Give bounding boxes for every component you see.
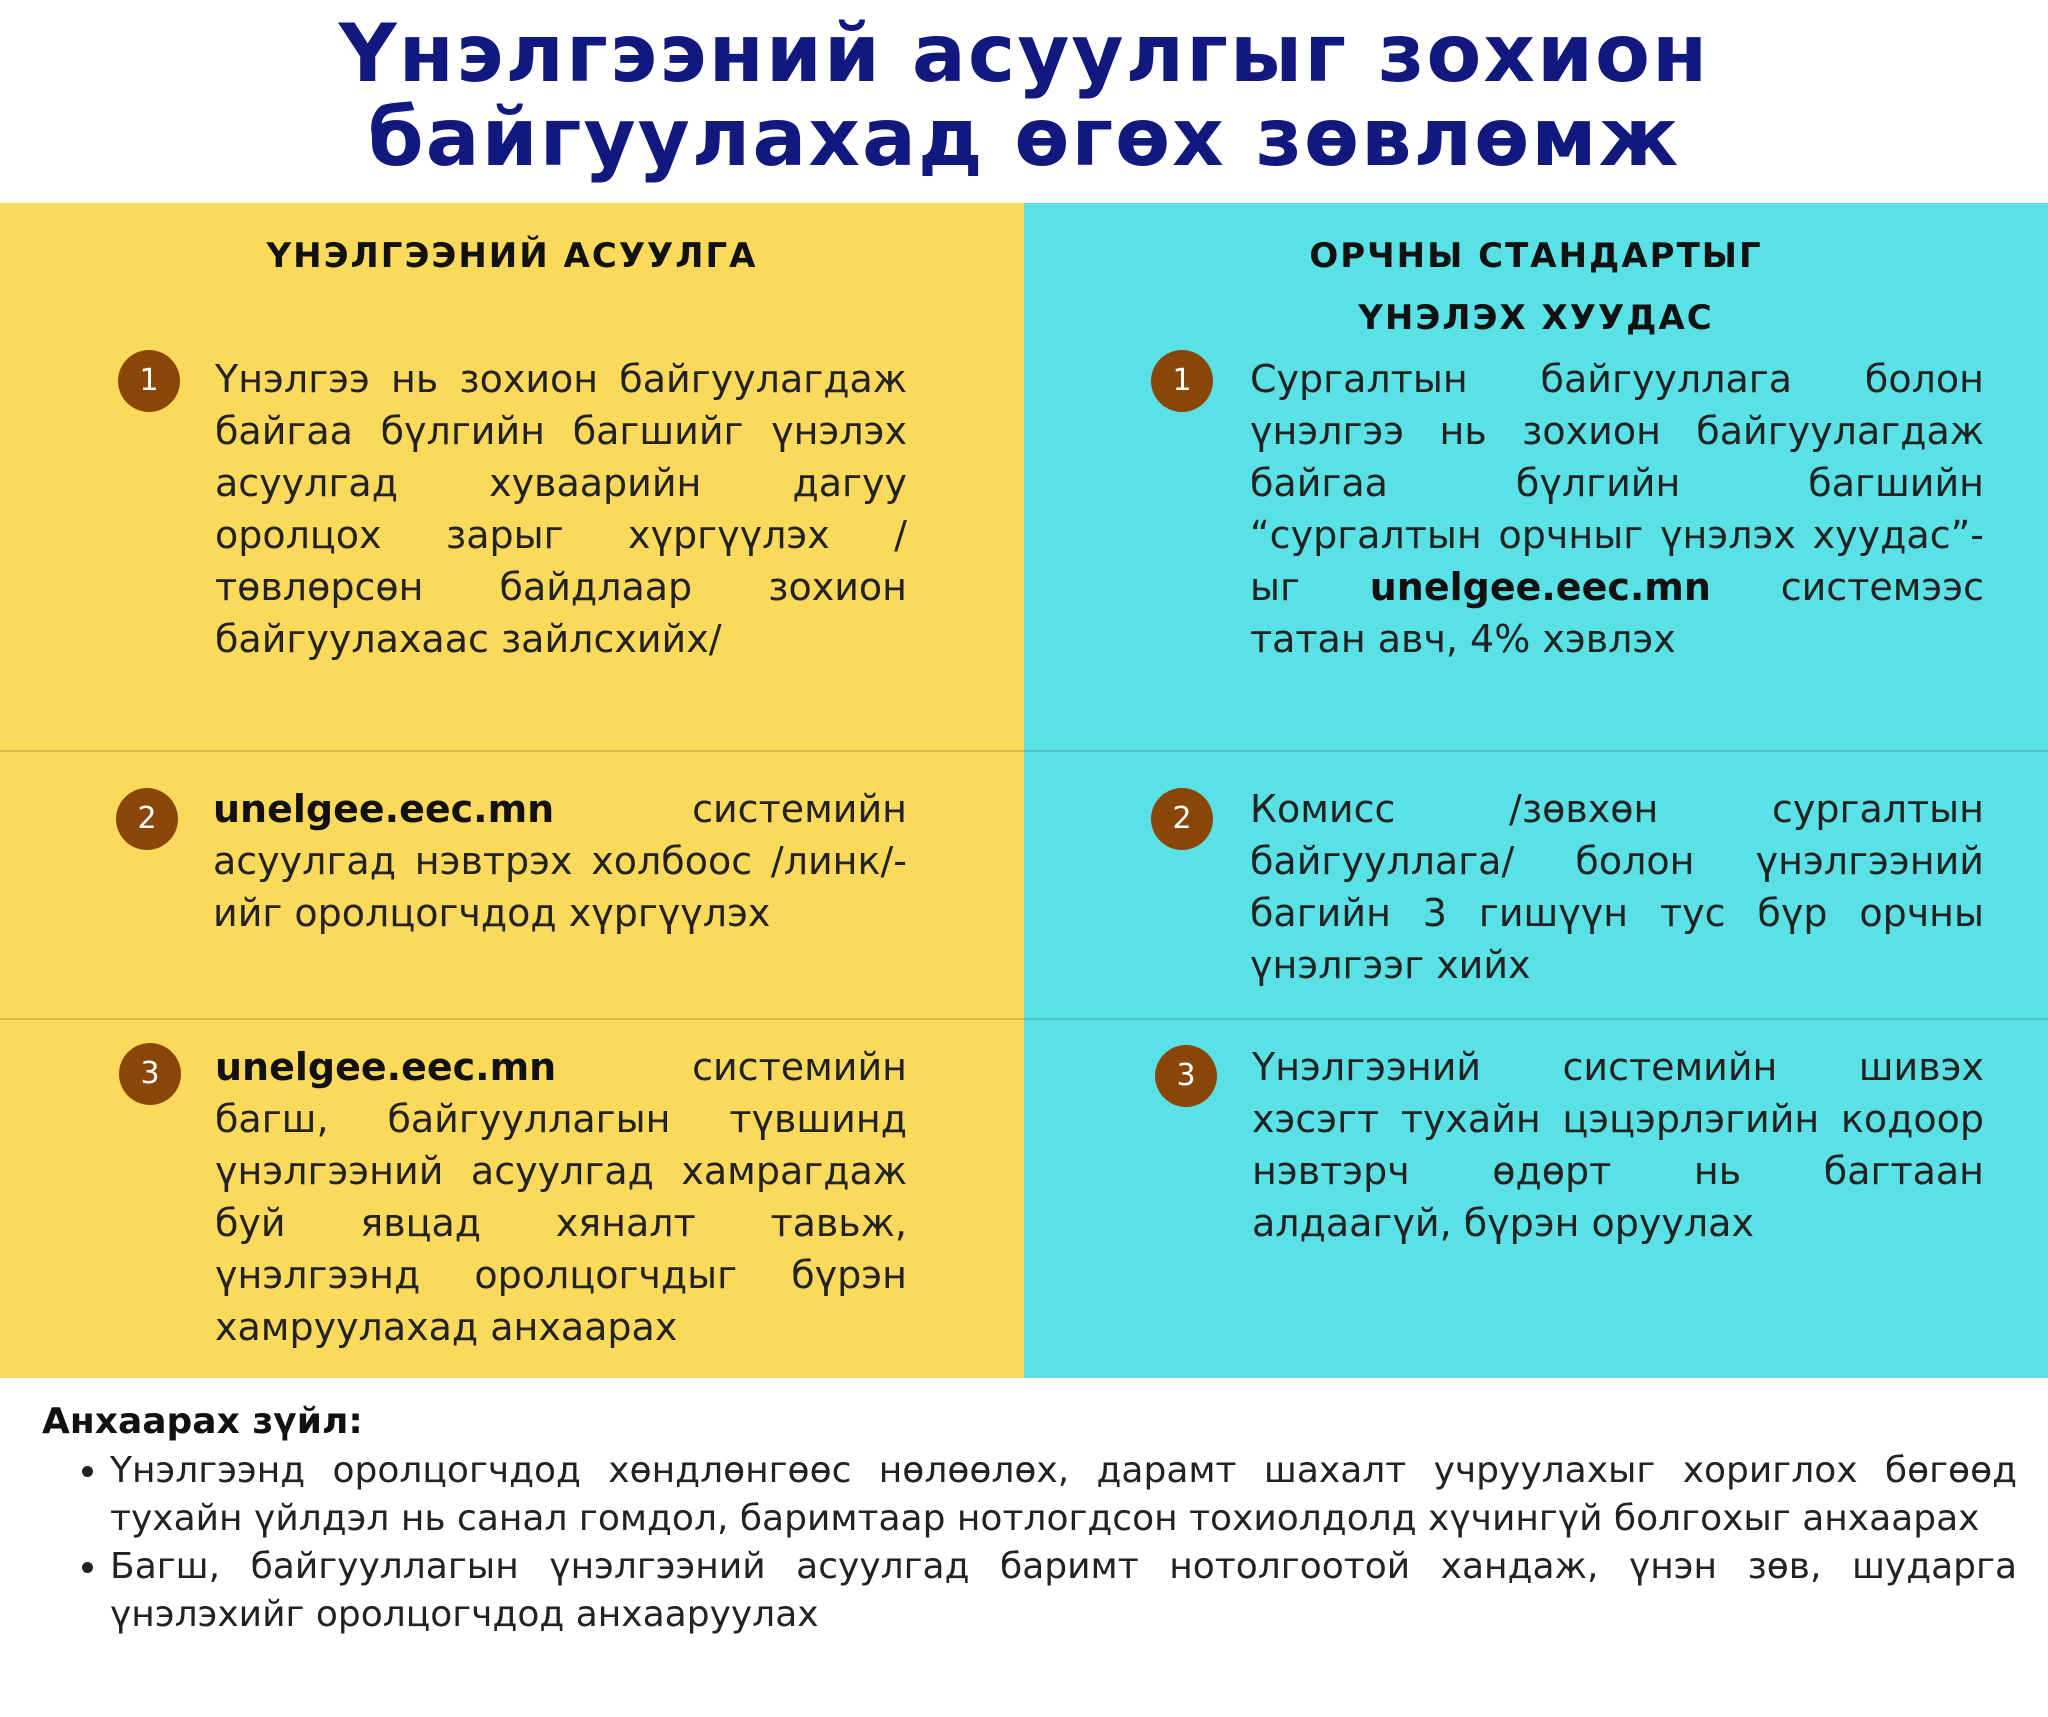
number-badge: 2 [116,788,178,850]
right-column-heading-line-2: ҮНЭЛЭХ ХУУДАС [1358,298,1714,338]
note-section [42,1397,2017,1639]
note-bullet-1: • Үнэлгээнд оролцогчдод хөндлөнгөөс нөлөөлөх, дарамт шахалт учруулахыг хориглох бөгөөд тухайн үйлдэл нь санал гомдол, баримтаар нотлогдсон тохиолдолд хүчингүй болгохыг анхаарах [110,1447,2017,1543]
page-title [0,7,2048,184]
note-bullet-2: • Багш, байгууллагын үнэлгээний асуулгад баримт нотолгоотой хандаж, үнэн зөв, шударга үнэлэхийг оролцогчдод анхааруулах [110,1543,2017,1639]
number-badge: 1 [118,350,180,412]
note-list [42,1447,2017,1639]
number-badge: 3 [119,1043,181,1105]
system-link: unelgee.eec.mn [1369,565,1711,609]
right-item-1-text: Сургалтын байгууллага болон үнэлгээ нь зохион байгуулагдаж байгаа бүлгийн багшийн “сургалтын орчныг үнэлэх хуудас”-ыг unelgee.eec.mn системээс татан авч, 4% хэвлэх [1250,357,1984,661]
left-divider-1 [0,750,1024,752]
left-item-2-text: unelgee.eec.mn системийн асуулгад нэвтрэх холбоос /линк/-ийг оролцогчдод хүргүүлэх [213,787,907,935]
left-column-heading: ҮНЭЛГЭЭНИЙ АСУУЛГА [266,236,758,276]
right-divider-1 [1024,750,2048,752]
number-badge: 2 [1151,788,1213,850]
left-column [0,203,1024,1378]
left-item-3-text: unelgee.eec.mn системийн багш, байгууллагын түвшинд үнэлгээний асуулгад хамрагдаж буй явцад хяналт тавьж, үнэлгээнд оролцогчдыг бүрэн хамруулахад анхаарах [215,1045,907,1349]
title-line-1: Үнэлгээний асуулгыг зохион [338,7,1710,100]
right-item-2-text: Комисс /зөвхөн сургалтын байгууллага/ болон үнэлгээний багийн 3 гишүүн тус бүр орчны үнэлгээг хийх [1250,787,1984,987]
system-link: unelgee.eec.mn [213,787,555,831]
right-column [1024,203,2048,1378]
note-title: Анхаарах зүйл: [42,1401,363,1442]
system-link: unelgee.eec.mn [215,1045,557,1089]
title-line-2: байгуулахад өгөх зөвлөмж [367,91,1681,184]
left-divider-2 [0,1018,1024,1020]
left-item-1-text: Үнэлгээ нь зохион байгуулагдаж байгаа бүлгийн багшийг үнэлэх асуулгад хуваарийн дагуу оролцох зарыг хүргүүлэх /төвлөрсөн байдлаар зохион байгуулахаас зайлсхийх/ [215,357,907,661]
number-badge: 1 [1151,350,1213,412]
right-divider-2 [1024,1018,2048,1020]
number-badge: 3 [1155,1045,1217,1107]
right-column-heading-line-1: ОРЧНЫ СТАНДАРТЫГ [1309,236,1763,276]
right-item-3-text: Үнэлгээний системийн шивэх хэсэгт тухайн цэцэрлэгийн кодоор нэвтэрч өдөрт нь багтаан алдаагүй, бүрэн оруулах [1252,1045,1984,1245]
